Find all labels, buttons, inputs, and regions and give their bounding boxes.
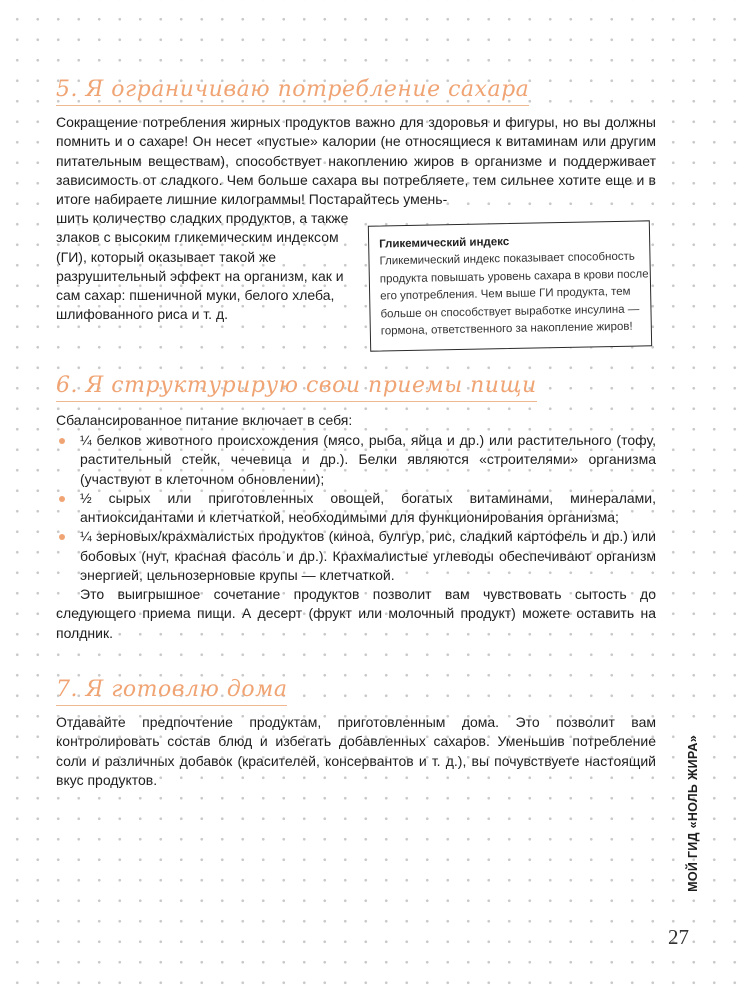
bullet-icon: [59, 438, 65, 444]
glycemic-index-sidebar: [368, 220, 652, 351]
section-7-paragraph: Отдавайте предпочтение продуктам, приготовленным дома. Это позволит вам контролировать состав блюд и избегать добавленных сахаров. Уменьшив потребление соли и различных добавок (красителей, консервантов и т. д.), вы почувствуете настоящий вкус продуктов.: [56, 714, 656, 788]
list-item: [80, 527, 656, 585]
bullet-icon: [59, 534, 65, 540]
section-5-paragraph-continued: шить количество сладких продуктов, а также злаков с высоким гликемическим индексом (ГИ), который оказывает такой же разрушительный эффект на организм, как и сам сахар: пшеничной муки, белого хлеба, шлифованного риса и т. д.: [56, 210, 349, 323]
nutrition-list: [80, 431, 656, 585]
section-6-closing: Это выигрышное сочетание продуктов позволит вам чувствовать сытость до следующего приема пищи. А десерт (фрукт или молочный продукт) можете оставить на полдник.: [56, 586, 656, 641]
page-number: 27: [668, 925, 689, 949]
list-item-text: ½ сырых или приготовленных овощей, богатых витаминами, минералами, антиоксидантами и клетчаткой, необходимыми для функционирования организма;: [80, 489, 656, 526]
sidebar-text: Гликемический индекс показывает способность продукта повышать уровень сахара в крови после его употребления. Чем выше ГИ продукта, тем больше он способствует выработке инсулина — гормона, ответственного за накопление жиров!: [379, 250, 649, 338]
list-item: [80, 431, 656, 489]
section-6-intro: Сбалансированное питание включает в себя:: [56, 412, 353, 428]
sidebar-title: Гликемический индекс: [379, 236, 510, 251]
section-5-heading: 5. Я ограничиваю потребление сахара: [56, 77, 530, 102]
section-5-paragraph: Сокращение потребления жирных продуктов важно для здоровья и фигуры, но вы должны помнить и о сахаре! Он несет «пустые» калории (не относящиеся к витаминам или другим питательным веществам), способствует накоплению жиров в организме и поддерживает зависимость от сладкого. Чем больше сахара вы потребляете, тем сильнее хотите еще и в итоге набираете лишние килограммы! Постарайтесь умень-: [56, 114, 656, 208]
book-title-side-label: МОЙ ГИД «НОЛЬ ЖИРА»: [686, 735, 700, 892]
list-item: [80, 489, 656, 528]
list-item-text: ¼ белков животного происхождения (мясо, рыба, яйца и др.) или растительного (тофу, растительный стейк, чечевица и др.). Белки являются «строителями» организма (участвуют в клеточном обновлении);: [80, 432, 656, 487]
section-6-heading: 6. Я структурирую свои приемы пищи: [56, 373, 537, 398]
list-item-text: ¼ зерновых/крахмалистых продуктов (киноа, булгур, рис, сладкий картофель и др.) или бобовых (нут, красная фасоль и др.). Крахмалистые углеводы обеспечивают организм энергией, цельнозерновые крупы — клетчаткой.: [80, 528, 656, 584]
bullet-icon: [59, 496, 65, 502]
section-7-heading: 7. Я готовлю дома: [56, 677, 288, 702]
